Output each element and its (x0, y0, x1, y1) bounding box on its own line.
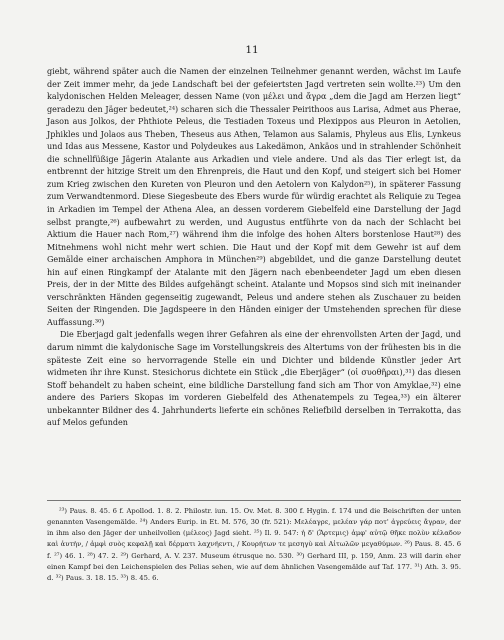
main-text (47, 66, 461, 430)
paragraph-2: Die Eberjagd galt jedenfalls wegen ihrer Gefahren als eine der ehrenvollsten Arten der Jagd, und darum nimmt die kalydonische Sage im Vorstellungskreis des Altertums von der frühesten bis in die späteste Zeit eine so hervorragende Stelle ein und Dichter und bildende Künstler jeder Art widmeten ihr ihre Kunst. Stesichorus dichtete ein Stück „die Eberjäger“ (οἱ συοθῆραι),³¹) das diesen Stoff behandelt zu haben scheint, eine bildliche Darstellung fand sich am Thor von Amyklae,³²) eine andere des Pariers Skopas im vorderen Giebelfeld des Athenatempels zu Tegea,³³) ein älterer unbekannter Bildner des 4. Jahrhunderts lieferte ein schönes Reliefbild derselben in Terrakotta, das auf Melos gefunden (47, 330, 461, 428)
footnote-block: ²³) Paus. 8. 45. 6 f. Apollod. 1. 8. 2. Philostr. iun. 15. Ov. Met. 8. 300 f. Hygin. f. 174 und die Beischriften der unten genannten Vasengemälde. ²⁴) Anders Eurip. in Et. M. 576, 30 (fr. 521): Μελέαγρε, μελέαν γάρ ποτ' ἀγρεύεις ἄγραν, der in ihm also den Jäger der unheilvollen (μέλεος) Jagd sieht. ²⁵) Il. 9. 547: ἡ δ' (Ἄρτεμις) ἀμφ' αὐτῷ θῆκε πολὺν κέλαδον καὶ ἀυτήν, / ἀμφὶ συὸς κεφαλῇ καὶ δέρματι λαχνήεντι, / Κουρήτων τε μεσηγὺ καὶ Αἰτωλῶν μεγαθύμων. ²⁶) Paus. 8. 45. 6 f. ²⁷) 46. 1. ²⁸) 47. 2. ²⁹) Gerhard, A. V. 237. Museum étrusque no. 530. ³⁰) Gerhard III, p. 159, Anm. 23 will darin eher einen Kampf bei den Leichenspielen des Pelias sehen, wie auf dem ähnlichen Vasengemälde auf Taf. 177. ³¹) Ath. 3. 95. d. ³²) Paus. 3. 18. 15. ³³) 8. 45. 6. (47, 507, 461, 582)
paragraph-1: giebt, während später auch die Namen der einzelnen Teilnehmer genannt werden, wächst im Laufe der Zeit immer mehr, da jede Landschaft bei der gefeiertsten Jagd vertreten sein wollte.²³) Um den kalydonischen Helden Meleager, dessen Name (von μέλει und ἄγρα „dem die Jagd am Herzen liegt“ geradezu den Jäger bedeutet,²⁴) scharen sich die Thessaler Peirithoos aus Larisa, Admet aus Pherae, Jason aus Jolkos, der Phthiote Peleus, die Testiaden Toxeus und Plexippos aus Pleuron in Aetolien, Jphikles und Jolaos aus Theben, Theseus aus Athen, Telamon aus Salamis, Phyleus aus Elis, Lynkeus und Idas aus Messene, Kastor und Polydeukes aus Lakedämon, Ankäos und in strahlender Schönheit die schnellfüßige Jägerin Atalante aus Arkadien und viele andere. Und als das Tier erlegt ist, da entbrennt der hitzige Streit um den Ehrenpreis, die Haut und den Kopf, und steigert sich bei Homer zum Krieg zwischen den Kureten von Pleuron und den Aetolern von Kalydon²⁵), in späterer Fassung zum Verwandtenmord. Diese Siegesbeute des Ebers wurde für würdig erachtet als Reliquie zu Tegea in Arkadien im Tempel der Athena Alea, an dessen vorderem Giebelfeld eine Darstellung der Jagd selbst prangte,²⁶) aufbewahrt zu werden, und Augustus entführte von da nach der Schlacht bei Aktium die Hauer nach Rom,²⁷) während ihm die infolge des hohen Alters borstenlose Haut²⁸) des Mitnehmens wohl nicht mehr wert schien. Die Haut und der Kopf mit dem Gewehr ist auf dem Gemälde einer archaischen Amphora in München²⁹) abgebildet, und die ganze Darstellung deutet hin auf einen Ringkampf der Atalante mit den Jägern nach ebenbeendeter Jagd um eben diesen Preis, der in der Mitte des Bildes aufgehängt scheint. Atalante und Mopsos sind sich mit ineinander verschränkten Händen gegenseitig zugewandt, Peleus und andere stehen als Zuschauer zu beiden Seiten der Ringenden. Die Jagdspeere in den Händen einiger der Umstehenden sprechen für diese Auffassung.³⁰) (47, 67, 461, 327)
footnotes (47, 506, 461, 584)
page-number: 11 (245, 44, 259, 56)
footnote-divider (47, 500, 461, 501)
